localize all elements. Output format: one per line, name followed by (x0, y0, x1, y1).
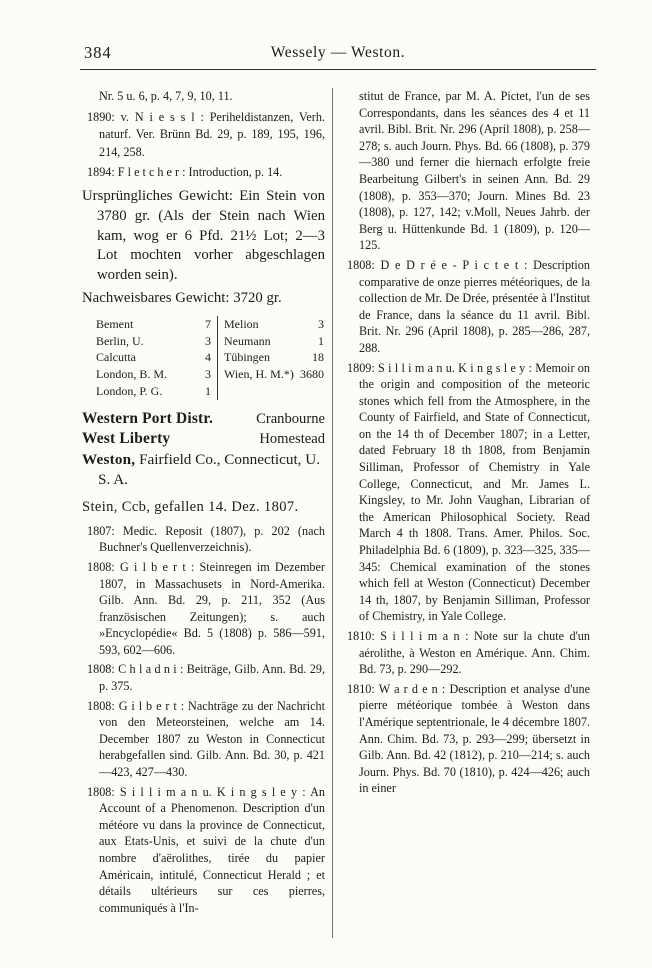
collection-name: Tübingen (224, 350, 270, 365)
original-weight-paragraph: Ursprüngliches Gewicht: Ein Stein von 3780 gr. (Als der Stein nach Wien kam, wog er 6 Pfd. 21½ Lot; 2—3 Lot mochten vorher abgeschlagen worden sein). (82, 187, 325, 284)
table-row (96, 366, 324, 383)
bib-entry: 1808: G i l b e r t : Steinregen im Dezember 1807, in Massachusets in Nord-Amerika. Gilb. Ann. Bd. 29, p. 211, 352 (Aus französischen Zeitungen); s. auch »Encyclopédie« Bd. 5 (1808) p. 586—591, 593, 602—606. (87, 559, 325, 657)
specimen-weight: 3 (205, 367, 211, 382)
table-cell-group (96, 366, 218, 383)
bib-entry: 1810: S i l l i m a n : Note sur la chute d'un aérolithe, à Weston en Amérique. Ann. Chim. Bd. 73, p. 290—292. (347, 629, 590, 677)
table-cell-group (96, 383, 218, 400)
left-column (82, 88, 325, 919)
collection-name: Wien, H. M.*) (224, 367, 294, 382)
bib-entry: 1894: F l e t c h e r : Introduction, p. 14. (87, 165, 283, 180)
table-cell-group (218, 316, 324, 333)
bib-entry: Nr. 5 u. 6, p. 4, 7, 9, 10, 11. (99, 89, 233, 103)
table-row (96, 333, 324, 350)
table-cell-group (218, 383, 324, 400)
running-header (82, 42, 594, 66)
specimen-weight: 3 (318, 316, 324, 331)
table-cell-group (96, 333, 218, 350)
bib-entry: 1808: D e D r é e - P i c t e t : Description comparative de onze pierres météoriques, de la collection de Mr. De Drée, présentée à l'Institut de France, dans la séance du 11 avril. Bibl. Brit. Nr. 296 (April 1808), p. 285—286, 287, 288. (347, 257, 590, 355)
stone-description-line: Stein, Ccb, gefallen 14. Dez. 1807. (82, 498, 299, 515)
bib-entry: 1808: S i l l i m a n u. K i n g s l e y : An Account of a Phenomenon. Description d'un météore vu dans la province de Connecticut, aux Etats-Unis, et suivi de la chute d'un nombre d'aërolithes, tirée du papier Américain, intitulé, Connecticut Herald ; et détails ultérieurs sur ces pierres, communiqués à l'In- (87, 784, 325, 915)
cross-reference (82, 409, 325, 430)
table-cell-group (218, 349, 324, 366)
bib-entry: 1808: C h l a d n i : Beiträge, Gilb. Ann. Bd. 29, p. 375. (87, 662, 325, 694)
collection-name: London, B. M. (96, 367, 168, 382)
table-cell-group (218, 366, 324, 383)
bib-entry: 1810: W a r d e n : Description et analyse d'une pierre météorique tombée à Weston dans l'Amérique septentrionale, le 4 décembre 1807. Ann. Chim. Bd. 73, p. 293—299; übersetzt in Gilb. Ann. Bd. 42 (1812), p. 210—214; s. auch Journ. Phys. Bd. 70 (1810), p. 424—426; auch in einer (347, 681, 590, 796)
collection-name: Calcutta (96, 350, 136, 365)
locality-name: Weston, (82, 450, 136, 468)
collection-name: Neumann (224, 333, 271, 348)
specimen-weight: 1 (205, 383, 211, 398)
table-cell-group (96, 349, 218, 366)
collection-reference: Cranbourne (256, 410, 325, 427)
page-number: 384 (84, 43, 112, 62)
collection-name: Berlin, U. (96, 333, 144, 348)
table-row (96, 316, 324, 333)
table-cell-group (218, 333, 324, 350)
collection-name: Bement (96, 316, 134, 331)
table-cell-group (96, 316, 218, 333)
locality-detail: Fairfield Co., Connecticut, U. S. A. (98, 450, 321, 489)
locality-name: West Liberty (82, 430, 171, 448)
bib-entry: 1807: Medic. Reposit (1807), p. 202 (nach Buchner's Quellenverzeichnis). (87, 523, 325, 555)
verified-weight-paragraph: Nachweisbares Gewicht: 3720 gr. (82, 289, 282, 306)
cross-reference (82, 429, 325, 450)
specimen-weight: 3680 (300, 367, 324, 382)
collection-name: London, P. G. (96, 383, 163, 398)
column-divider (332, 88, 333, 938)
specimen-weight: 18 (312, 350, 324, 365)
table-row (96, 383, 324, 400)
bib-entry: 1808: G i l b e r t : Nachträge zu der Nachricht von den Meteorsteinen, welche am 14. December 1807 zu Weston in Connecticut herabgefallen sind. Gilb. Ann. Bd. 30, p. 421—423, 427—430. (87, 698, 325, 780)
specimen-weight: 7 (205, 316, 211, 331)
bib-entry: 1809: S i l l i m a n u. K i n g s l e y : Memoir on the origin and composition of the meteoric stones which fell from the Atmosphere, in the County of Fairfield, and State of Connecticut, on the 14 th of December 1807; in a Letter, dated February 18 th 1808, from Benjamin Silliman, Professor of Chemistry in Yale College, Connecticut, and Mr. James L. Kingsley, to Mr. John Vaughan, Librarian of the American Philosophical Society. Read March 4 th 1808. Trans. Amer. Philos. Soc. Philadelphia Bd. 6 (1809), p. 323—325, 335—345: Chemical examination of the stones which fell at Weston (Connecticut) December 14 th, 1807, by Benjamin Silliman, Professor of Chemistry, in Yale College. (347, 360, 590, 624)
bib-entry: 1890: v. N i e s s l : Periheldistanzen, Verh. naturf. Ver. Brünn Bd. 29, p. 189, 195, 196, 214, 258. (87, 109, 325, 159)
locality-name: Western Port Distr. (82, 409, 214, 427)
specimen-weight: 4 (205, 350, 211, 365)
distribution-table (96, 316, 324, 400)
specimen-weight: 1 (318, 333, 324, 348)
specimen-weight: 3 (205, 333, 211, 348)
bib-entry: stitut de France, par M. A. Pictet, l'un de ses Correspondants, dans les séances des 4 et 11 avril. Bibl. Brit. Nr. 296 (April 1808), p. 258—278; s. auch Journ. Phys. Bd. 66 (1808), p. 379—380 und ferner die hiernach erfolgte freie Bearbeitung Gilbert's in seinen Ann. Bd. 29 (1808), p. 353—370; Journ. Mines Bd. 23 (1808), p. 127, 142; v.Moll, Neues Jahrb. der Berg u. Hüttenkunde Bd. 1 (1809), p. 120—125. (359, 89, 590, 253)
collection-reference: Homestead (259, 431, 325, 448)
right-column (342, 88, 590, 800)
header-rule (80, 69, 596, 70)
weston-entry-heading (82, 450, 325, 491)
running-header-title: Wessely — Weston. (270, 44, 406, 61)
table-row (96, 349, 324, 366)
wessely-entry-tail (82, 88, 325, 182)
collection-name: Melion (224, 316, 259, 331)
